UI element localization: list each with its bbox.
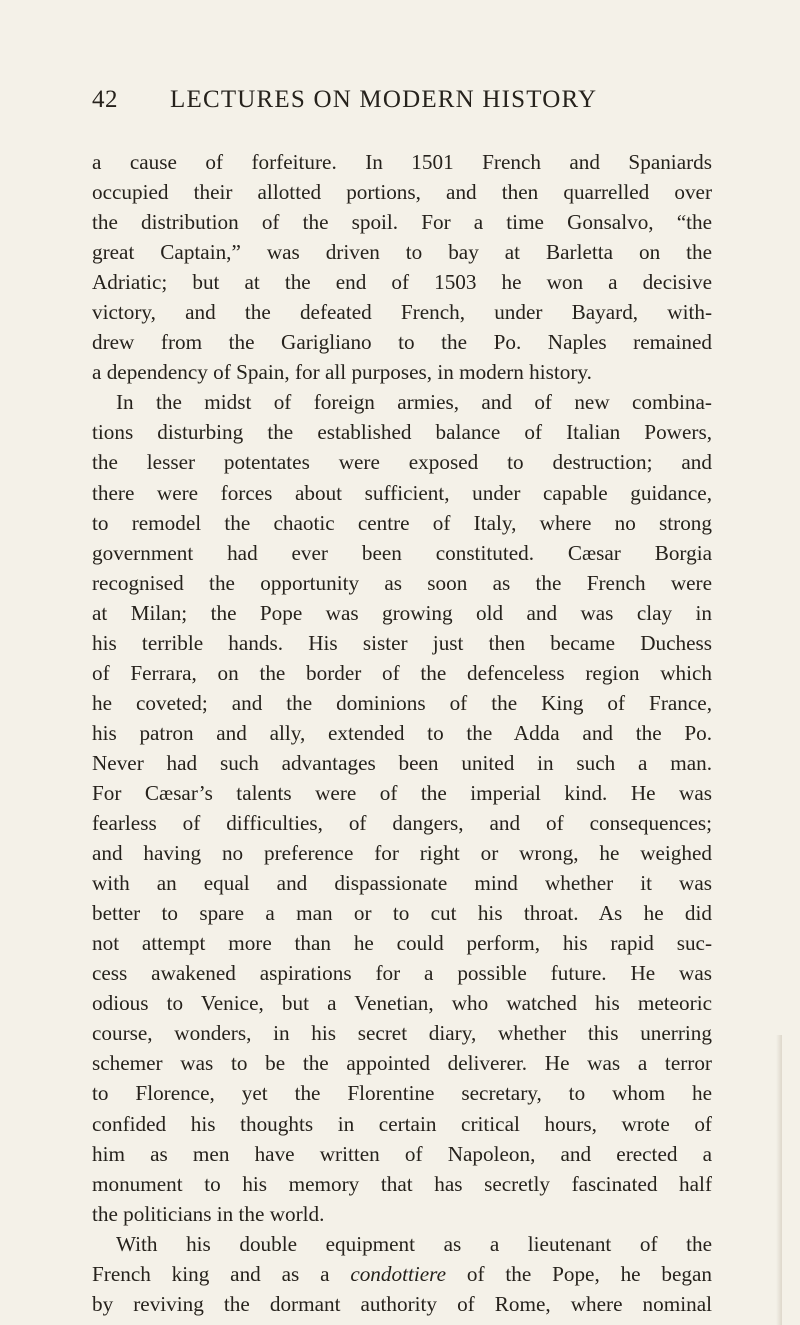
- text-line: the politicians in the world.: [92, 1201, 325, 1226]
- text-line: fearless of difficulties, of dangers, and of consequences;: [92, 811, 712, 836]
- text-line: the distribution of the spoil. For a time Gonsalvo, “the: [92, 210, 712, 235]
- text-line: government had ever been constituted. Cæsar Borgia: [92, 540, 712, 565]
- text-fragment: of the Pope, he began: [446, 1261, 712, 1286]
- text-line: at Milan; the Pope was growing old and was clay in: [92, 600, 712, 625]
- text-line: a cause of forfeiture. In 1501 French and Spaniards: [92, 150, 712, 174]
- text-line: better to spare a man or to cut his throat. As he did: [92, 901, 712, 926]
- text-line: occupied their allotted portions, and then quarrelled over: [92, 180, 712, 205]
- italic-term: condottiere: [350, 1261, 447, 1286]
- text-line: the lesser potentates were exposed to destruction; and: [92, 450, 712, 475]
- page-number: 42: [92, 86, 118, 113]
- text-line: cess awakened aspirations for a possible future. He was: [92, 961, 712, 986]
- text-line: he coveted; and the dominions of the King of France,: [92, 690, 712, 715]
- text-line: With his double equipment as a lieutenant of the: [116, 1231, 712, 1256]
- running-head: LECTURES ON MODERN HISTORY: [170, 86, 598, 113]
- text-line: course, wonders, in his secret diary, whether this unerring: [92, 1021, 712, 1046]
- text-line: of Ferrara, on the border of the defenceless region which: [92, 660, 712, 685]
- text-line: great Captain,” was driven to bay at Barletta on the: [92, 240, 712, 265]
- text-line: [92, 1259, 712, 1289]
- text-line: For Cæsar’s talents were of the imperial kind. He was: [92, 780, 712, 805]
- text-line: to remodel the chaotic centre of Italy, where no strong: [92, 510, 712, 535]
- text-line: Never had such advantages been united in such a man.: [92, 750, 712, 775]
- text-line: his patron and ally, extended to the Adda and the Po.: [92, 720, 712, 745]
- text-line: tions disturbing the established balance of Italian Powers,: [92, 420, 712, 445]
- page-edge-shadow: [776, 1035, 782, 1325]
- text-line: Adriatic; but at the end of 1503 he won a decisive: [92, 270, 712, 295]
- text-line: a dependency of Spain, for all purposes, in modern history.: [92, 360, 592, 385]
- text-line: and having no preference for right or wrong, he weighed: [92, 841, 712, 866]
- text-line: monument to his memory that has secretly fascinated half: [92, 1171, 712, 1196]
- body-text: [92, 147, 712, 1319]
- text-line: confided his thoughts in certain critical hours, wrote of: [92, 1111, 712, 1136]
- text-line: with an equal and dispassionate mind whether it was: [92, 871, 712, 896]
- page-header: [92, 86, 702, 126]
- text-line: there were forces about sufficient, under capable guidance,: [92, 480, 712, 505]
- text-line: by reviving the dormant authority of Rome, where nominal: [92, 1291, 712, 1316]
- text-line: schemer was to be the appointed deliverer. He was a terror: [92, 1051, 712, 1076]
- text-line: In the midst of foreign armies, and of new combina-: [116, 390, 712, 415]
- text-fragment: French king and as a: [92, 1261, 351, 1286]
- text-line: victory, and the defeated French, under Bayard, with-: [92, 300, 712, 325]
- text-line: him as men have written of Napoleon, and erected a: [92, 1141, 712, 1166]
- text-line: drew from the Garigliano to the Po. Naples remained: [92, 330, 712, 355]
- text-line: recognised the opportunity as soon as the French were: [92, 570, 712, 595]
- text-line: not attempt more than he could perform, his rapid suc-: [92, 931, 712, 956]
- text-line: odious to Venice, but a Venetian, who watched his meteoric: [92, 991, 712, 1016]
- text-line: to Florence, yet the Florentine secretary, to whom he: [92, 1081, 712, 1106]
- text-line: his terrible hands. His sister just then became Duchess: [92, 630, 712, 655]
